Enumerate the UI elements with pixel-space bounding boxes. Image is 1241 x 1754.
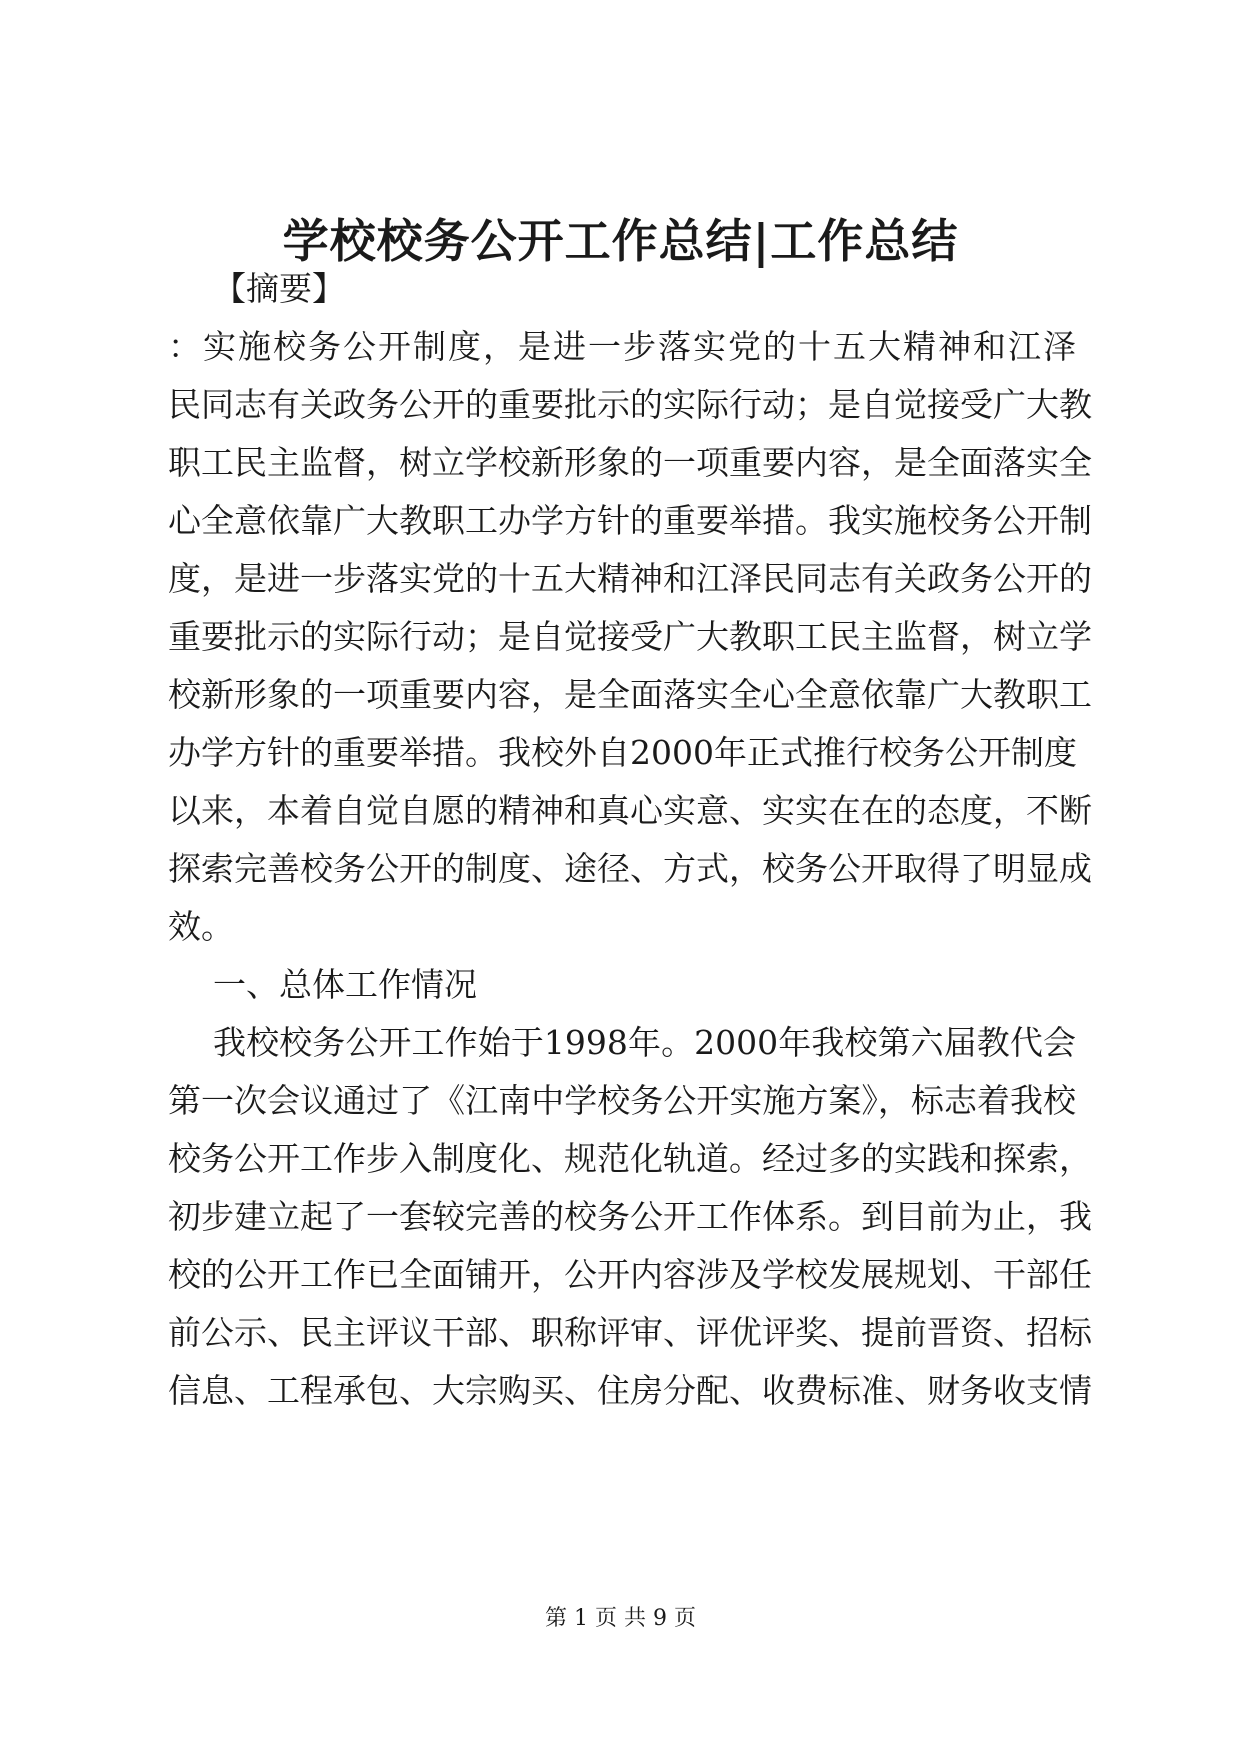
paragraph2-line: 我校校务公开工作始于1998年。2000年我校第六届教代会 <box>213 1023 1076 1062</box>
paragraph1-line: 重要批示的实际行动；是自觉接受广大教职工民主监督，树立学 <box>168 617 1092 656</box>
paragraph1-line: 心全意依靠广大教职工办学方针的重要举措。我实施校务公开制 <box>168 501 1092 540</box>
paragraph1-line: 度，是进一步落实党的十五大精神和江泽民同志有关政务公开的 <box>168 559 1092 598</box>
paragraph1-line: ：实施校务公开制度，是进一步落实党的十五大精神和江泽 <box>168 327 1076 366</box>
paragraph1-line: 民同志有关政务公开的重要批示的实际行动；是自觉接受广大教 <box>168 385 1092 424</box>
document-title: 学校校务公开工作总结|工作总结 <box>282 214 959 268</box>
paragraph2-line: 信息、工程承包、大宗购买、住房分配、收费标准、财务收支情 <box>168 1371 1092 1410</box>
paragraph2-line: 前公示、民主评议干部、职称评审、评优评奖、提前晋资、招标 <box>168 1313 1092 1352</box>
paragraph1-line: 校新形象的一项重要内容，是全面落实全心全意依靠广大教职工 <box>168 675 1092 714</box>
paragraph1-line: 职工民主监督，树立学校新形象的一项重要内容，是全面落实全 <box>168 443 1092 482</box>
paragraph2-line: 校的公开工作已全面铺开，公开内容涉及学校发展规划、干部任 <box>168 1255 1092 1294</box>
paragraph1-line: 办学方针的重要举措。我校外自2000年正式推行校务公开制度 <box>168 733 1077 772</box>
paragraph2-line: 初步建立起了一套较完善的校务公开工作体系。到目前为止，我 <box>168 1197 1092 1236</box>
paragraph2-line: 校务公开工作步入制度化、规范化轨道。经过多的实践和探索， <box>168 1139 1092 1178</box>
section-heading: 一、总体工作情况 <box>213 965 477 1004</box>
paragraph1-line: 探索完善校务公开的制度、途径、方式，校务公开取得了明显成 <box>168 849 1092 888</box>
paragraph1-line: 以来，本着自觉自愿的精神和真心实意、实实在在的态度，不断 <box>168 791 1092 830</box>
page-number-footer: 第 1 页 共 9 页 <box>545 1606 696 1631</box>
paragraph1-line: 效。 <box>168 907 234 946</box>
paragraph2-line: 第一次会议通过了《江南中学校务公开实施方案》，标志着我校 <box>168 1081 1076 1120</box>
abstract-heading: 【摘要】 <box>213 269 345 308</box>
